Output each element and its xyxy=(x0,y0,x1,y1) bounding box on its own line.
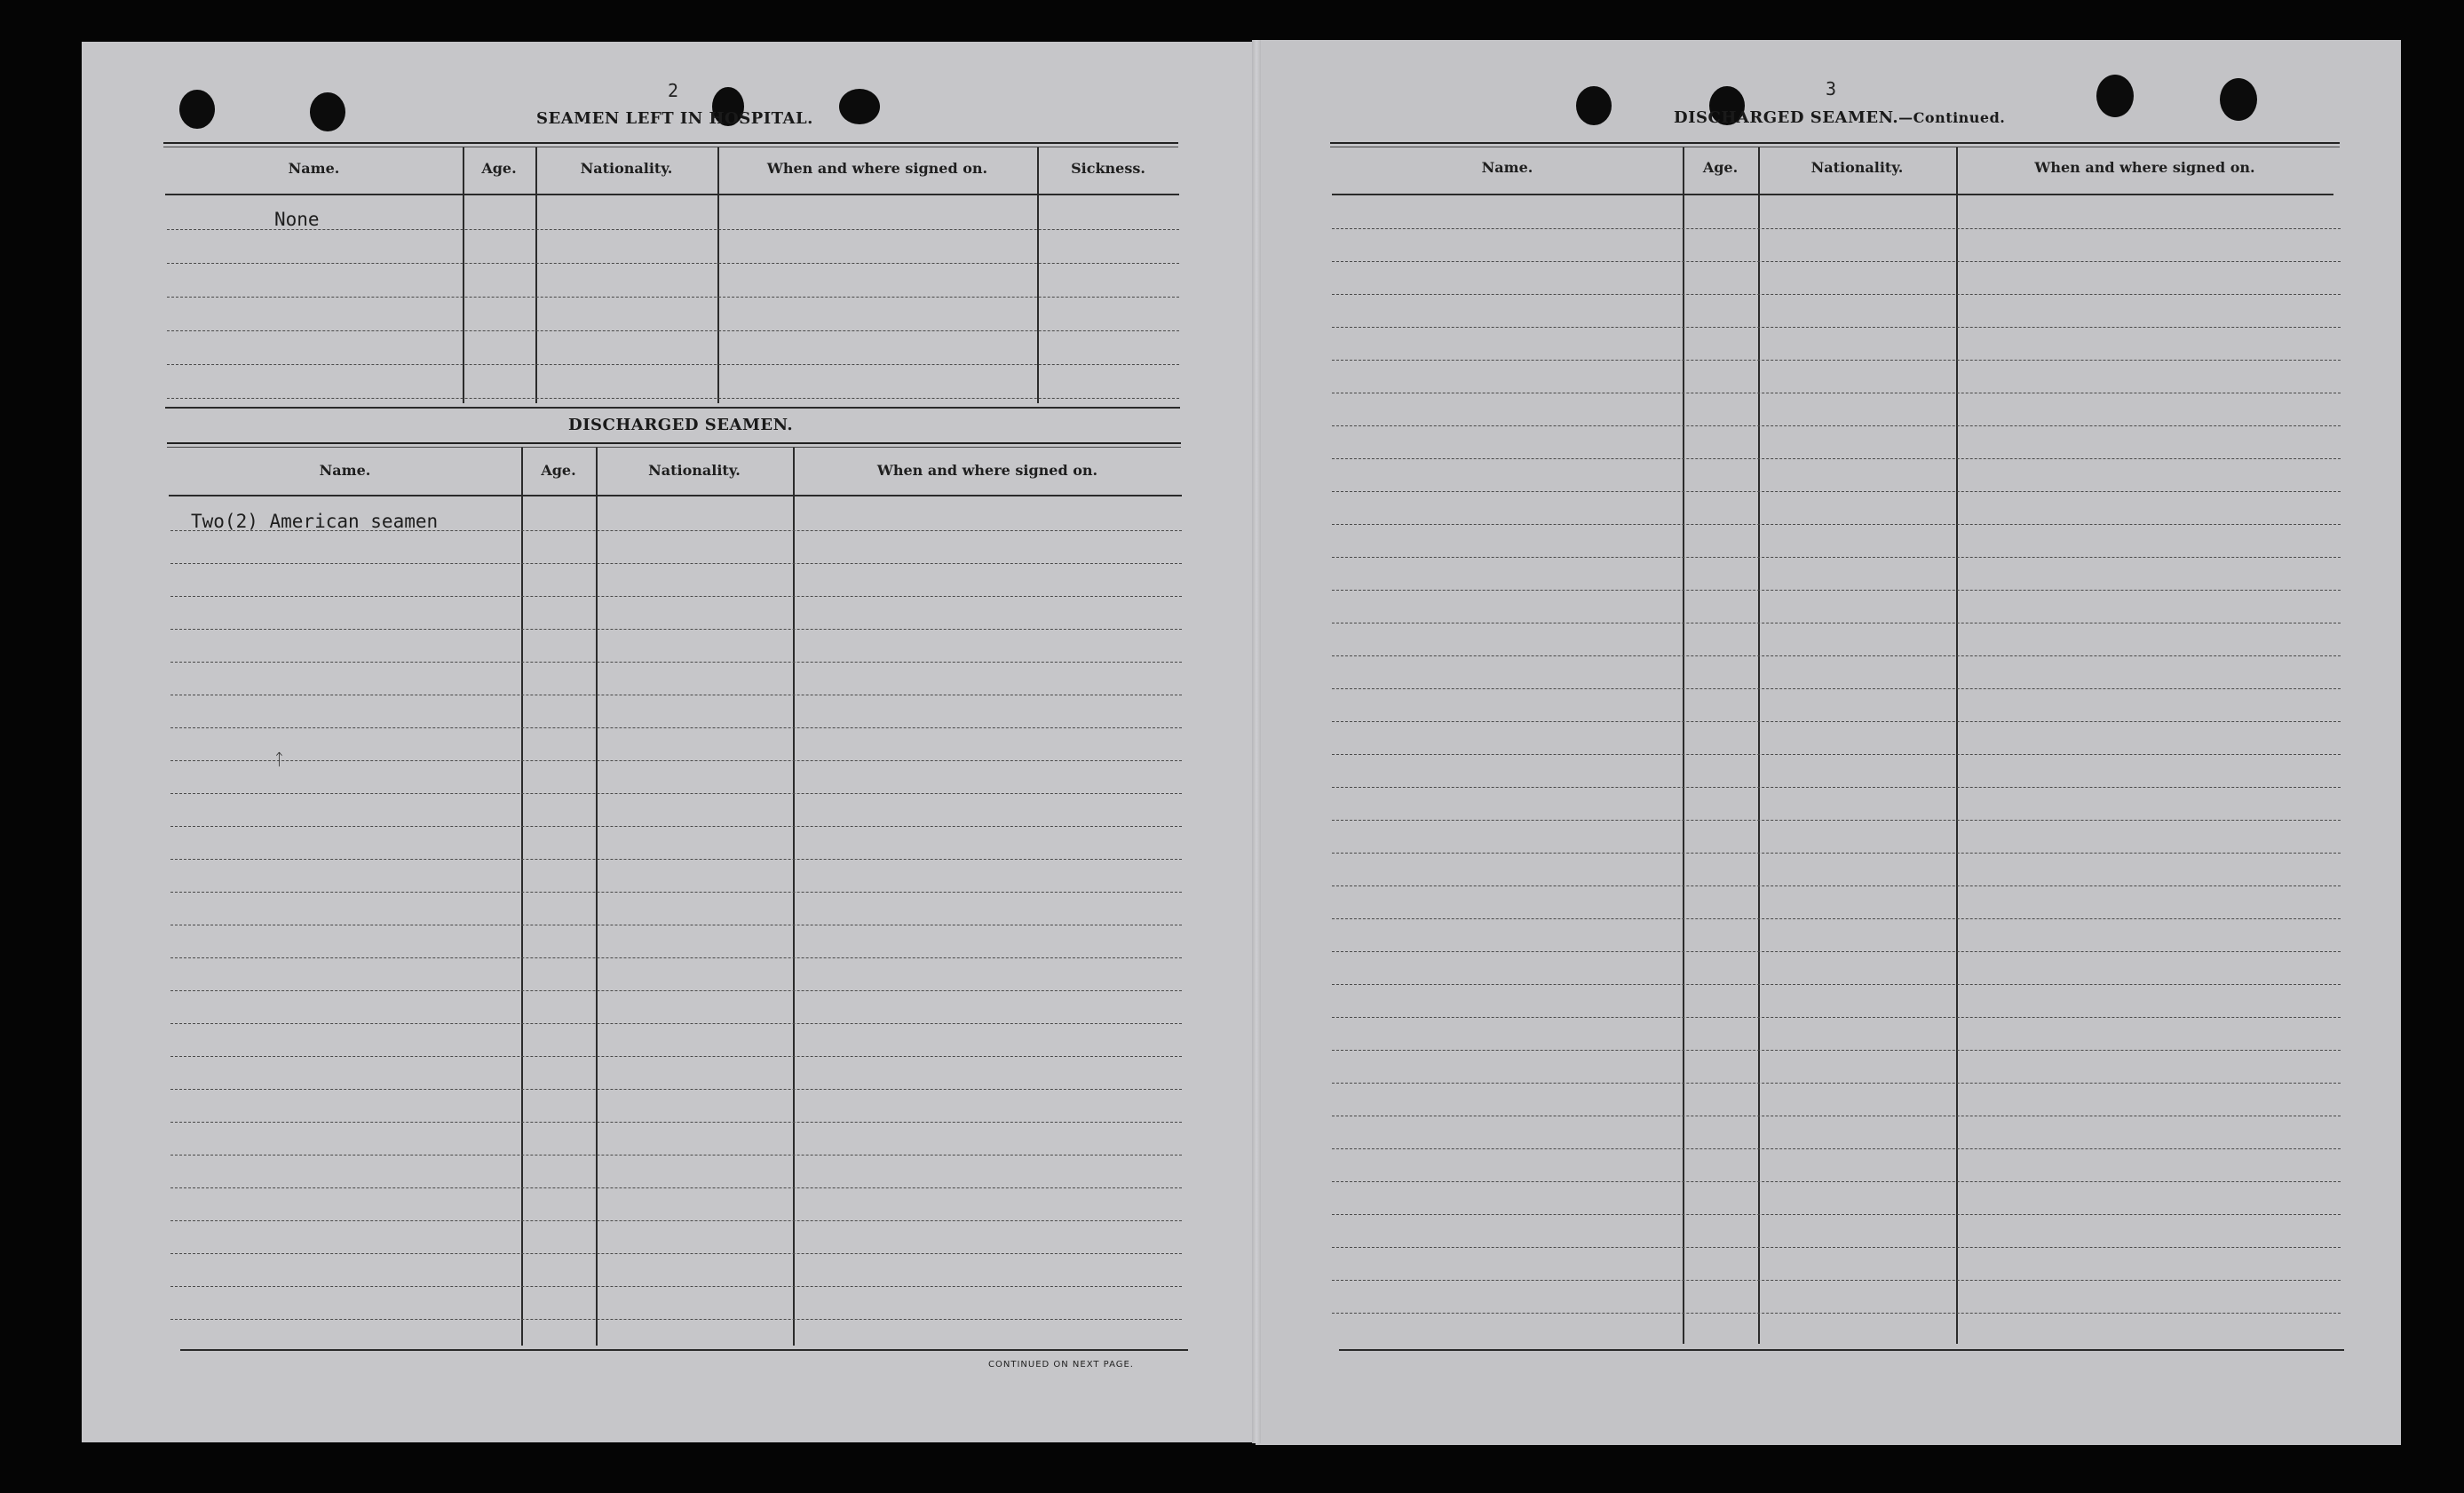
ruled-line xyxy=(1332,820,2341,821)
punch-hole-icon xyxy=(310,92,345,131)
column-divider xyxy=(793,448,795,1346)
ruled-line xyxy=(1332,1050,2341,1051)
ruled-line xyxy=(170,957,1182,958)
ruled-line xyxy=(1332,721,2341,722)
column-header: When and where signed on. xyxy=(766,160,988,177)
ruled-line xyxy=(170,892,1182,893)
discharged-section-title: DISCHARGED SEAMEN. xyxy=(568,416,794,434)
ruled-line xyxy=(1332,754,2341,755)
discharged-continued-title xyxy=(1674,108,2005,127)
ruled-line xyxy=(170,1089,1182,1090)
discharged-entry-name: Two(2) American seamen xyxy=(191,511,439,532)
column-divider xyxy=(596,448,598,1346)
punch-hole-icon xyxy=(2096,75,2134,117)
column-header: Nationality. xyxy=(580,160,673,177)
hospital-entry-name: None xyxy=(274,209,320,230)
column-header: Age. xyxy=(1702,159,1739,176)
ruled-line xyxy=(1332,327,2341,328)
discharged-continued-title-main: DISCHARGED SEAMEN. xyxy=(1674,108,1899,127)
ruled-line xyxy=(1332,228,2341,229)
punch-hole-icon xyxy=(839,89,880,124)
hospital-header-rule xyxy=(165,194,1179,195)
right-bottom-rule xyxy=(1339,1349,2344,1351)
ruled-line xyxy=(1332,787,2341,788)
ruled-line xyxy=(167,398,1179,399)
column-header: Age. xyxy=(541,462,576,479)
ruled-line xyxy=(170,1187,1182,1188)
right-top-rule xyxy=(1330,142,2340,147)
ruled-line xyxy=(167,297,1179,298)
column-divider xyxy=(521,448,523,1346)
ruled-line xyxy=(1332,590,2341,591)
page-fold xyxy=(1252,40,1261,1443)
ruled-line xyxy=(1332,1247,2341,1248)
hospital-bottom-rule xyxy=(165,407,1180,409)
ruled-line xyxy=(170,1286,1182,1287)
ruled-line xyxy=(1332,491,2341,492)
ruled-line xyxy=(1332,885,2341,886)
right-header-rule xyxy=(1332,194,2333,195)
ruled-line xyxy=(1332,261,2341,262)
ruled-line xyxy=(1332,458,2341,459)
ruled-line xyxy=(1332,1313,2341,1314)
ruled-line xyxy=(1332,984,2341,985)
right-page xyxy=(1256,40,2401,1445)
ruled-line xyxy=(1332,688,2341,689)
ruled-line xyxy=(170,1319,1182,1320)
hospital-top-rule xyxy=(163,142,1178,147)
ruled-line xyxy=(170,1023,1182,1024)
ruled-line xyxy=(1332,853,2341,854)
punch-hole-icon xyxy=(2220,78,2257,121)
column-header: Nationality. xyxy=(1810,159,1904,176)
ruled-line xyxy=(170,727,1182,728)
ruled-line xyxy=(1332,655,2341,656)
ruled-line xyxy=(1332,1017,2341,1018)
column-header: Name. xyxy=(1481,159,1533,176)
ruled-line xyxy=(1332,425,2341,426)
ruled-line xyxy=(1332,918,2341,919)
ruled-line xyxy=(170,596,1182,597)
ruled-line xyxy=(170,859,1182,860)
column-header: Age. xyxy=(481,160,517,177)
ruled-line xyxy=(1332,1083,2341,1084)
ruled-line xyxy=(167,364,1179,365)
discharged-top-rule xyxy=(167,442,1181,448)
ruled-line xyxy=(170,1122,1182,1123)
ruled-line xyxy=(170,793,1182,794)
continued-note: CONTINUED ON NEXT PAGE. xyxy=(988,1360,1134,1370)
ruled-line xyxy=(1332,294,2341,295)
ruled-line xyxy=(167,263,1179,264)
punch-hole-icon xyxy=(179,90,215,129)
stray-mark: ᛏ xyxy=(274,750,284,769)
ruled-line xyxy=(1332,360,2341,361)
ruled-line xyxy=(1332,557,2341,558)
column-header: Nationality. xyxy=(648,462,741,479)
discharged-continued-title-suffix: —Continued. xyxy=(1898,109,2006,126)
column-header: When and where signed on. xyxy=(2034,159,2255,176)
ruled-line xyxy=(1332,1280,2341,1281)
ruled-line xyxy=(1332,1181,2341,1182)
column-header: Name. xyxy=(319,462,371,479)
ruled-line xyxy=(167,330,1179,331)
ruled-line xyxy=(1332,1214,2341,1215)
column-header: Name. xyxy=(288,160,340,177)
ruled-line xyxy=(170,1056,1182,1057)
page-number: 2 xyxy=(668,80,679,101)
ruled-line xyxy=(170,826,1182,827)
ruled-line xyxy=(170,990,1182,991)
left-page xyxy=(82,42,1270,1442)
ruled-line xyxy=(170,760,1182,761)
ruled-line xyxy=(170,662,1182,663)
ruled-line xyxy=(170,1253,1182,1254)
column-header: When and where signed on. xyxy=(876,462,1098,479)
discharged-header-rule xyxy=(169,495,1182,496)
ruled-line xyxy=(1332,524,2341,525)
hospital-section-title: SEAMEN LEFT IN HOSPITAL. xyxy=(536,109,813,128)
ruled-line xyxy=(1332,1148,2341,1149)
punch-hole-icon xyxy=(1576,86,1612,125)
ruled-line xyxy=(170,629,1182,630)
discharged-bottom-rule xyxy=(180,1349,1188,1351)
ruled-line xyxy=(170,563,1182,564)
page-number: 3 xyxy=(1826,78,1837,99)
column-header: Sickness. xyxy=(1071,160,1145,177)
ruled-line xyxy=(1332,951,2341,952)
ruled-line xyxy=(170,1220,1182,1221)
